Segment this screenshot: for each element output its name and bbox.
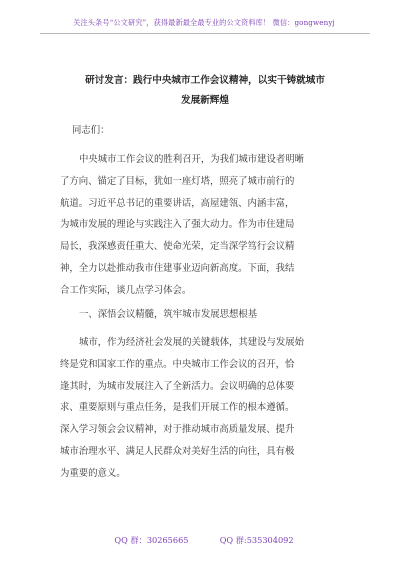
paragraph-line: 求、重要原则与重点任务，是我们开展工作的根本遵循。 xyxy=(60,402,295,414)
paragraph-line: 中央城市工作会议的胜利召开，为我们城市建设者明晰 xyxy=(79,154,305,165)
header-note: 关注头条号“公文研究”，获得最新最全最专业的公文资料库！ 微信：gongwenyj xyxy=(73,18,335,27)
paragraph-line: 为重要的意义。 xyxy=(60,467,126,479)
paragraph-line: 终是党和国家工作的重点。中央城市工作会议的召开，恰 xyxy=(60,358,295,370)
paragraph-line: 深入学习领会会议精神，对于推动城市高质量发展、提升 xyxy=(60,424,295,436)
footer-qq-group-2: QQ 群:535304092 xyxy=(219,535,294,545)
paragraph-line: 城市治理水平、满足人民群众对美好生活的向往，具有极 xyxy=(60,445,295,457)
salutation: 同志们： xyxy=(72,125,110,136)
paragraph-intro xyxy=(60,149,356,302)
paragraph-section1 xyxy=(60,332,356,485)
paragraph-line: 神，全力以赴推动我市住建事业迈向新高度。下面，我结 xyxy=(60,262,295,274)
paragraph-line: 合工作实际，谈几点学习体会。 xyxy=(60,284,192,296)
paragraph-line: 逢其时，为城市发展注入了全新活力。会议明确的总体要 xyxy=(60,380,295,392)
title-line: 研讨发言：践行中央城市工作会议精神，以实干铸就城市 xyxy=(85,75,325,86)
footer-qq-group-1: QQ 群：30265665 xyxy=(114,535,189,545)
paragraph-line: 城市，作为经济社会发展的关键载体，其建设与发展始 xyxy=(79,337,305,348)
header-divider xyxy=(40,33,370,34)
paragraph-line: 局长，我深感责任重大、使命光荣，定当深学笃行会议精 xyxy=(60,241,295,253)
title-line: 发展新辉煌 xyxy=(181,95,229,106)
footer-contact xyxy=(0,535,408,546)
document-title xyxy=(40,71,370,111)
section-heading: 一、深悟会议精髓，筑牢城市发展思想根基 xyxy=(79,309,258,320)
paragraph-line: 了方向、锚定了目标，犹如一座灯塔，照亮了城市前行的 xyxy=(60,175,295,187)
paragraph-line: 为城市发展的理论与实践注入了强大动力。作为市住建局 xyxy=(60,219,295,231)
paragraph-line: 航道。习近平总书记的重要讲话，高屋建瓴、内涵丰富， xyxy=(60,197,295,209)
